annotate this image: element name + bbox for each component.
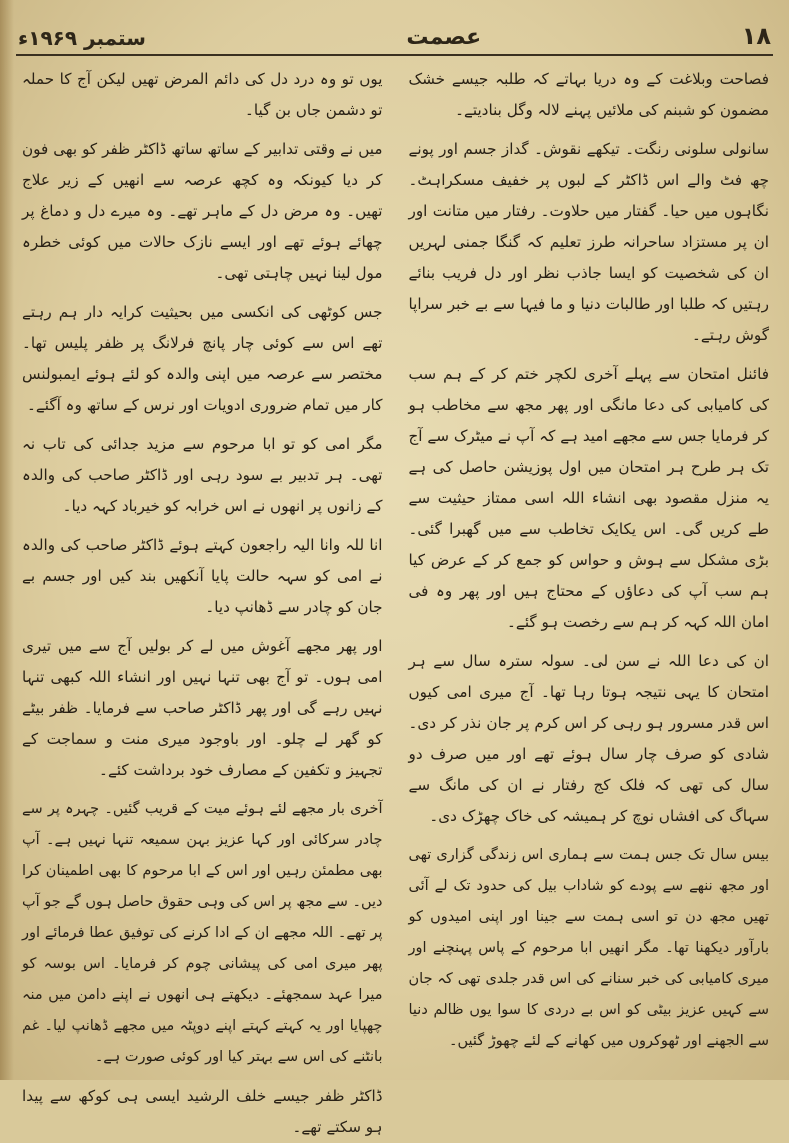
right-column	[409, 64, 770, 1062]
page-edge-shadow	[0, 0, 14, 1080]
text-columns	[22, 64, 769, 1136]
paragraph: یوں تو وہ درد دل کی دائم المرض تھیں لیکن آج کا حملہ تو دشمن جاں بن گیا۔	[22, 70, 383, 119]
paragraph: فصاحت وبلاغت کے وہ دریا بہاتے کہ طلبہ جیسے خشک مضمون کو شبنم کی ملائیں پہنے لالہ وگل بنادیتے۔	[408, 70, 769, 119]
paragraph: جس کوٹھی کی انکسی میں بحیثیت کرایہ دار ہم رہتے تھے اس سے کوئی چار پانچ فرلانگ پر ظفر پلیس تھا۔ مختصر سے عرصہ میں اپنی والدہ کو لئے ہوئے ایمبولنس کار میں تمام ضروری ادویات اور نرس کے ساتھ وہ آگئے۔	[22, 303, 383, 414]
paragraph: میں نے وقتی تدابیر کے ساتھ ساتھ ڈاکٹر ظفر کو بھی فون کر دیا کیونکہ وہ کچھ عرصہ سے انھیں کے زیر علاج تھیں۔ وہ مرض دل کے ماہر تھے۔ وہ میرے دل و دماغ پر چھائے ہوئے تھے اور ایسے نازک حالات میں کوئی خطرہ مول لینا نہیں چاہتی تھی۔	[22, 140, 383, 282]
paragraph: انا للہ وانا الیہ راجعون کہتے ہوئے ڈاکٹر صاحب کی والدہ نے امی کو سہہ حالت پایا آنکھیں بند کیں اور جسم بے جان کو چادر سے ڈھانپ دیا۔	[22, 536, 383, 616]
paragraph: ڈاکٹر ظفر جیسے خلف الرشید ایسی ہی کوکھ سے پیدا ہو سکتے تھے۔	[22, 1087, 383, 1136]
paragraph: فائنل امتحان سے پہلے آخری لکچر ختم کر کے ہم سب کی کامیابی کی دعا مانگی اور پھر مجھ سے مخاطب ہو کر فرمایا جس سے مجھے امید ہے کہ آپ نے میٹرک سے آج تک ہر طرح ہر امتحان میں اول پوزیشن حاصل کی ہے یہ منزل مقصود بھی انشاء اللہ اسی ممتاز حیثیت سے طے کریں گی۔ اس یکایک تخاطب سے میں گھبرا گئی۔ بڑی مشکل سے ہوش و حواس کو جمع کر کے عرض کیا ہم سب آپ کی دعاؤں کے محتاج ہیں اور پھر وہ فی امان اللہ کہہ کر ہم سے رخصت ہو گئے۔	[408, 365, 769, 631]
paragraph: ان کی دعا اللہ نے سن لی۔ سولہ سترہ سال سے ہر امتحان کا یہی نتیجہ ہوتا رہا تھا۔ آج میری امی کیوں اس قدر مسرور ہو رہی کر اس کرم پر جان نذر کر دی۔ شادی کو صرف چار سال ہوئے تھے اور میں صرف دو سال کی تھی کہ فلک کج رفتار نے ان کی مانگ سے سہاگ کی افشاں نوچ کر ہمیشہ کی خاک چھڑک دی۔	[408, 652, 769, 825]
paragraph: مگر امی کو تو ابا مرحوم سے مزید جدائی کی تاب نہ تھی۔ ہر تدبیر بے سود رہی اور ڈاکٹر صاحب کی والدہ کے زانوں پر انھوں نے اس خرابہ کو خیرباد کہہ دیا۔	[22, 435, 383, 515]
page-number: ۱۸	[741, 22, 771, 50]
paragraph: بیس سال تک جس ہمت سے ہماری اس زندگی گزاری تھی اور مجھ ننھے سے پودے کو شاداب بیل کی حدود تک لے آئی تھیں مجھ دن تو اسی ہمت سے جینا اور اپنی امیدوں کو بارآور دیکھنا تھا۔ مگر انھیں ابا مرحوم کے پاس پہنچنے اور میری کامیابی کی خبر سنانے کی اس قدر جلدی تھی کہ جان سے کہیں عزیز بیٹی کو اس بے دردی کا سوا یوں ظالم دنیا سے الجھنے اور ٹھوکروں میں کھانے کے لئے چھوڑ گئیں۔	[408, 847, 769, 1049]
header-divider	[16, 54, 773, 56]
left-column	[22, 64, 383, 1136]
paragraph: سانولی سلونی رنگت۔ تیکھے نقوش۔ گداز جسم اور پونے چھ فٹ والے اس ڈاکٹر کے لبوں پر خفیف مسکراہٹ۔ نگاہوں میں حیا۔ گفتار میں حلاوت۔ رفتار میں متانت اور ان پر مستزاد ساحرانہ طرز تعلیم کہ گنگا جمنی لہریں ان کی شخصیت کو ایسا جاذب نظر اور دل فریب بنائے رہتیں کہ طلبا اور طالبات دنیا و ما فیہا سے بے خبر سراپا گوش رہتے۔	[408, 140, 769, 344]
page-header	[18, 14, 771, 50]
magazine-title: عصمت	[406, 25, 482, 50]
paragraph: آخری بار مجھے لئے ہوئے میت کے قریب گئیں۔ چہرہ پر سے چادر سرکائی اور کہا عزیز بہن سمیعہ تنہا نہیں ہے۔ آپ بھی مطمئن رہیں اور اس کے ابا مرحوم کا بھی اطمینان کرا دیں۔ سے مجھ پر اس کی وہی حقوق حاصل ہوں گے جو آپ پر تھے۔ اللہ مجھے ان کے ادا کرنے کی توفیق عطا فرمائے اور پھر میری امی کی پیشانی چوم کر فرمایا۔ اس بوسہ کو میرا عہد سمجھئے۔ دیکھتے ہی انھوں نے اپنے دامن میں منہ چھپایا اور یہ کہتے کہتے اپنے دوپٹہ میں مجھے ڈھانپ لیا۔ غم بانٹنے کی اس سے بہتر کیا اور کوئی صورت ہے۔	[22, 801, 383, 1065]
issue-date: ستمبر ۱۹۶۹ء	[18, 26, 146, 50]
paragraph: اور پھر مجھے آغوش میں لے کر بولیں آج سے میں تیری امی ہوں۔ تو آج بھی تنہا نہیں اور انشاء اللہ کبھی تنہا نہیں رہے گی اور پھر ڈاکٹر صاحب سے فرمایا۔ ظفر بیٹے کو گھر لے چلو۔ اور باوجود میری منت و سماجت کے تجہیز و تکفین کے مصارف خود برداشت کئے۔	[22, 637, 383, 779]
